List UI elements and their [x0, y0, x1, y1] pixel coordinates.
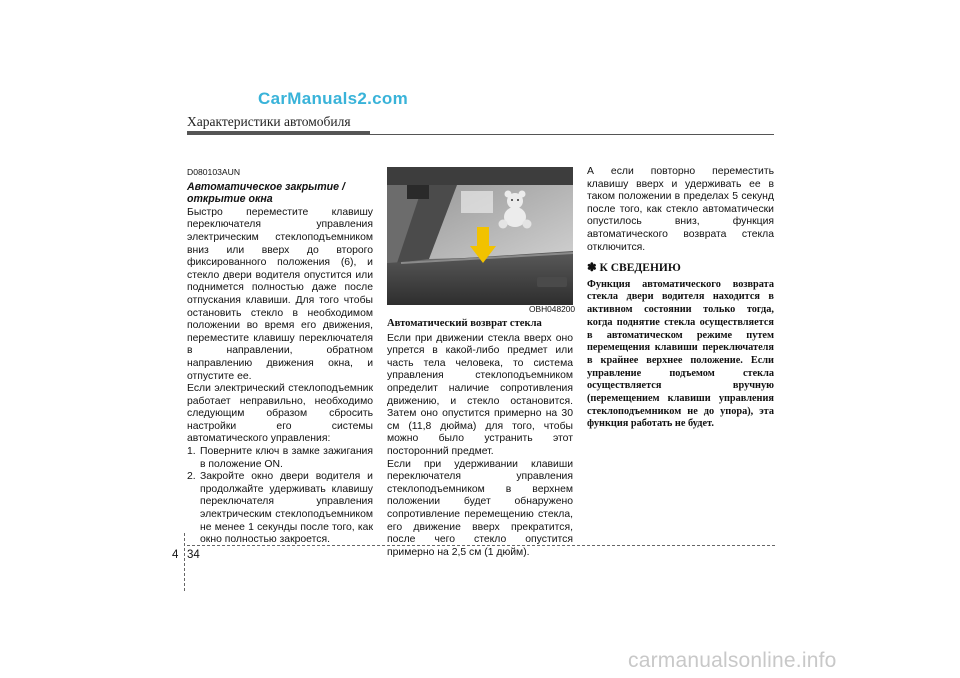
paragraph: Если при удерживании клавиши переключателя управления стеклоподъемником в верхнем положении будет обнаружено сопротивление перемещению стекла, его движение вверх прекратится, после чего стекло опустится примерно на 2,5 см (1 дюйм). — [387, 458, 573, 558]
note-title: К СВЕДЕНИЮ — [599, 262, 681, 275]
watermark-top: CarManuals2.com — [258, 89, 408, 108]
note-heading — [587, 262, 774, 275]
note-body: Функция автоматического возврата стекла двери водителя находится в активном состоянии только тогда, когда поднятие стекла осуществляется в автоматическом режиме путем перемещения клавиши переключателя в крайнее верхнее положение. Если управление подъемом стекла осуществляется вручную (перемещением клавиши управления стеклоподъемником не до упора), эта функция работать не будет. — [587, 278, 774, 430]
note-symbol-icon: ✽ — [587, 262, 597, 275]
car-window-photo — [387, 167, 573, 305]
step-text: Поверните ключ в замке зажигания в положение ON. — [200, 446, 373, 470]
column-middle — [387, 318, 573, 559]
watermark-bottom: carmanualsonline.info — [628, 649, 837, 672]
header-rule — [187, 134, 774, 135]
paragraph: Если при движении стекла вверх оно упрется в какой-либо предмет или часть тела человека, то система управления стеклоподъемником определит наличие сопротивления движению, и стекло остановится. Затем оно опустится примерно на 30 см (11,8 дюйма) для того, чтобы можно было устранить этот посторонний предмет. — [387, 332, 573, 457]
step-text: Закройте окно двери водителя и продолжайте удерживать клавишу переключателя управления электрическим стеклоподъемником не менее 1 секунды после того, как окно полностью закроется. — [200, 471, 373, 546]
image-code: OBH048200 — [529, 304, 576, 314]
list-item — [187, 446, 373, 471]
section-subtitle: Автоматическое закрытие / открытие окна — [187, 180, 345, 206]
page-number: 34 — [187, 549, 200, 561]
reset-steps-list — [187, 446, 373, 547]
list-item — [187, 471, 373, 547]
paragraph: А если повторно переместить клавишу вверх и удерживать ее в таком положении в пределах 5 секунд после того, как стекло автоматически опустилось вниз, функция автоматического возврата стекла отключится. — [587, 166, 774, 253]
section-code: D080103AUN — [187, 167, 241, 177]
paragraph: Если электрический стеклоподъемник работает неправильно, необходимо следующим образом сбросить настройки его системы автоматического управления: — [187, 383, 373, 445]
column-right — [587, 166, 774, 431]
column-left — [187, 166, 373, 547]
paragraph: Быстро переместите клавишу переключателя управления электрическим стеклоподъемником вниз или вверх до второго фиксированного положения (6), и стекло двери водителя опустится или поднимется полностью даже после отпускания клавиши. Для того чтобы остановить стекло в необходимом положении во время его движения, переместите клавишу переключателя в направлении, обратном направлению движения окна, и отпустите ее. — [187, 206, 373, 382]
chapter-number: 4 — [172, 549, 179, 561]
step-number: 1. — [187, 446, 196, 458]
page-header-title: Характеристики автомобиля — [187, 114, 351, 129]
window-illustration — [387, 167, 573, 305]
figure-caption: Автоматический возврат стекла — [387, 318, 542, 329]
footer-rule — [187, 545, 775, 546]
step-number: 2. — [187, 471, 196, 483]
footer-divider — [184, 533, 185, 591]
